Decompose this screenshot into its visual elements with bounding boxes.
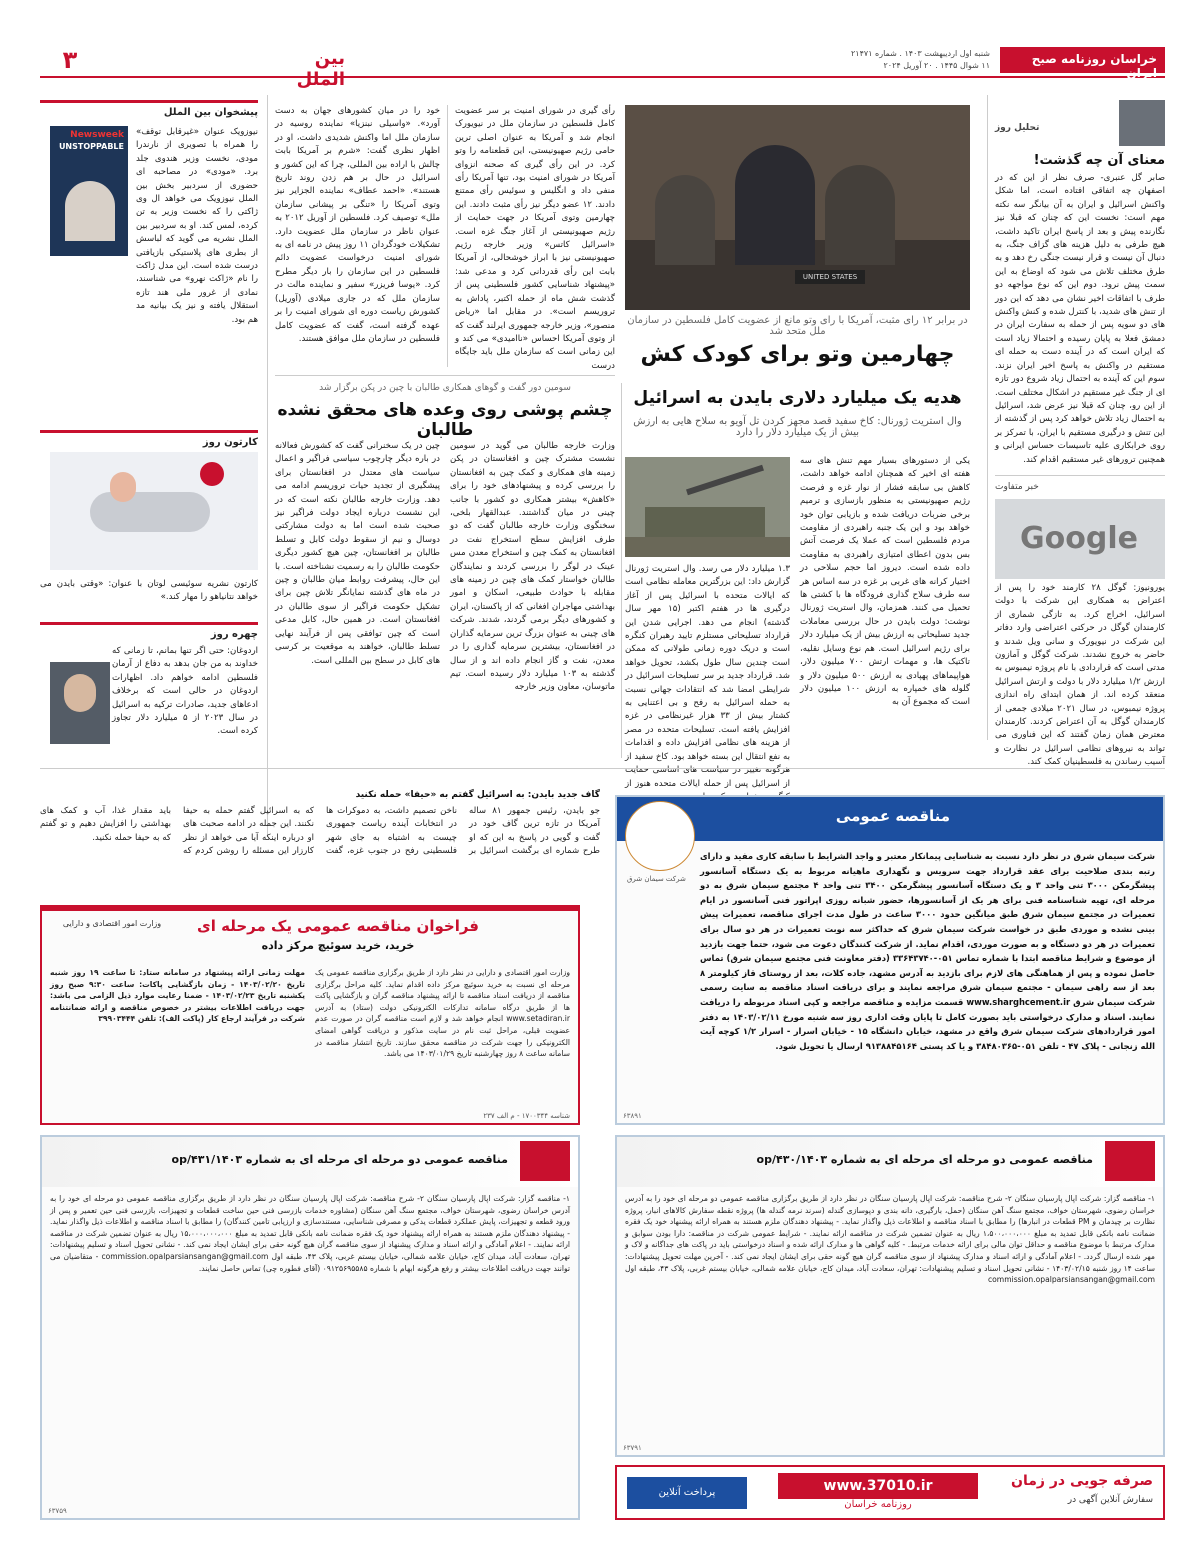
ministry-name: وزارت امور اقتصادی و دارایی	[62, 919, 162, 928]
story3-kicker: سومین دور گفت و گوهای همکاری طالبان با چین در پکن برگزار شد	[319, 383, 571, 393]
story2-col1: یکی از دستورهای بسیار مهم تنش های سه هفته ای اخیر که همچنان ادامه خواهد داشت، کاهش بی سابقه فشار از نوار غزه و فرصت رژیم صهیونیستی به منظور بازسازی و ترمیم برخی ضربات دریافت شده و بازیابی توان خود خواهد بود و این یک جنبه راهبردی از مقاومت مردم فلسطین است که عملا یک فرصت آتش بس بدون اعطای امتیازی راهبردی به مقاومت داده شده است. دیروز اما حجم سلاحی در اختیار کرانه های غربی بر غزه در سه اساس هر سه طرف سلاح گذاری فرودگاه ها با کشتی ها تحمیل می کنند. همزمان، وال استریت ژورنال نوشت: دولت بایدن در حال بررسی معاملات جدید تسلیحاتی به ارزش بیش از یک میلیارد دلار برای رژیم اسرائیل است. هم نوع وسایل نقلیه، تاکتیک ها، و مهمات ارتش ۷۰۰ میلیون دلار، هواپیماهای پهپادی به ارزش ۵۰۰ میلیون دلار و گلوله های خمپاره به ارزش ۱۰۰ میلیون دلار است که مجموع آن به	[800, 456, 971, 708]
columnist-photo	[1119, 100, 1165, 146]
cement-tender-title: مناقصه عمومی	[835, 807, 951, 825]
cartoon-image	[50, 452, 258, 570]
cement-tender-ad	[615, 795, 1165, 1125]
cement-ad-code: ۶۳۸۹۱	[623, 1112, 642, 1120]
story3-headline: چشم پوشی روی وعده های محقق نشده طالبان	[277, 400, 613, 440]
magazine-name: Newsweek	[70, 130, 124, 140]
lead-headline: چهارمین وتو برای کودک کش	[640, 342, 955, 367]
opal-431-title: مناقصه عمومی دو مرحله ای مرحله ای به شماره ۱۴۰۳/op/۴۳۱	[171, 1153, 508, 1166]
news-body: یورونیوز: گوگل ۲۸ کارمند خود را پس از اعتراض به همکاری این شرکت با دولت اسرائیل، اخراج کرد. به تازگی شماری از کارمندان گوگل در حرکتی اعتراضی وارد دفاتر این شرکت در نیویورک و سانی ویل شدند و حاضر به خروج نشدند. شرکت گوگل و آمازون مدتی است که قراردادی با نام پروژه نیمبوس به ارزش ۱/۲ میلیارد دلار با دولت و ارتش اسرائیل منعقد کرده اند. از همان ابتدای راه اندازی پروژه نیمبوس، در سال ۲۰۲۱ میلادی جمعی از کارمندان گوگل به آن اعتراض کردند. کارمندان معترض همان زمان گفتند که این فناوری می تواند به نیروهای نظامی اسرائیل در نظارت و آسیب رساندن به فلسطینیان کمک کند.	[995, 583, 1166, 768]
opal-430-code: ۶۳۷۹۱	[623, 1444, 642, 1452]
opal-431-ad	[40, 1135, 580, 1520]
newsweek-cover	[50, 126, 128, 256]
story2-headline: هدیه یک میلیارد دلاری بایدن به اسرائیل	[633, 388, 962, 408]
ministry-tender-subtitle: خرید، خرید سوئیچ مرکز داده	[261, 939, 415, 952]
lead-col2: خود را در میان کشورهای جهان به دست آورد». «واسیلی نبنزیا» نماینده روسیه در سازمان ملل اما واکنش شدیدی داشت، او در اظهار نظری گفت: «شرم بر آمریکا بابت چالش با اراده بین المللی، چرا که این کشور و اسرائیل در حال بر هم زدن روند تاریخ هستند». «احمد عطاف» نماینده الجزایر نیز وتوی آمریکا را «تنگی بر پیشانی سازمان ملل» توصیف کرد. فلسطین از آوریل ۲۰۱۲ به عنوان ناظر در سازمان ملل عضویت دارد. تشکیلات خودگردان ۱۱ روز پیش در نامه ای به شورای امنیت درخواست عضویت دائم فلسطین در این سازمان را بار دیگر مطرح کرد. «یوسا فریزر» سفیر و نماینده مالت در سازمان ملل که در جاری میلادی (آوریل) کشورش ریاست دوره ای شورای امنیت را بر عهده گرفته است، گفت که عضویت کامل فلسطین در سازمان ملل موافق هستند.	[275, 106, 441, 344]
face-body: اردوغان: حتی اگر تنها بمانم، تا زمانی که خداوند به من جان بدهد به دفاع از آرمان فلسطین ادامه خواهم داد. اظهارات اردوغان در حالی است که برخلاف ادعاهای جدید، صادرات ترکیه به اسرائیل در سال ۲۰۲۳ از ۵ میلیارد دلار تجاوز کرده است.	[112, 646, 258, 737]
magazine-cover-line: UNSTOPPABLE	[58, 142, 124, 151]
erdogan-photo	[50, 662, 110, 744]
artillery-photo	[625, 457, 790, 557]
right-column	[995, 95, 1166, 768]
gaaf-headline: گاف جدید بایدن: به اسرائیل گفتم به «حیفا» حمله نکنید	[355, 790, 600, 800]
ministry-tender-deadlines: مهلت زمانی ارائه پیشنهاد در سامانه ستاد: تا ساعت ۱۹ روز شنبه تاریخ ۱۴۰۳/۰۲/۲۰ - زمان بازگشایی پاکات: ساعت ۹:۳۰ صبح روز یکشنبه تاریخ ۱۴۰۳/۰۲/۲۳ - ضمنا رعایت موارد ذیل الزامی می باشد: جهت دریافت اطلاعات بیشتر در خصوص مناقصه و ارائه ضمانتنامه شرکت در فرآیند ارجاع کار (پاکت الف): تلفن ۳۹۹۰۳۴۴۴	[50, 968, 305, 1024]
ministry-tender-body: وزارت امور اقتصادی و دارایی در نظر دارد از طریق برگزاری مناقصه عمومی یک مرحله ای نسبت به خرید سوئیچ مرکز داده اقدام نماید. کلیه مراحل برگزاری مناقصه از دریافت اسناد مناقصه تا ارائه پیشنهاد مناقصه گران و بازگشایی پاکت ها از طریق درگاه سامانه تدارکات الکترونیکی دولت (ستاد) به آدرس www.setadiran.ir انجام خواهد شد و لازم است مناقصه گران در صورت عدم عضویت قبلی، مراحل ثبت نام در سایت مذکور و دریافت گواهی امضای الکترونیکی را جهت شرکت در مناقصه محقق سازند. تاریخ انتشار مناقصه در سامانه ساعت ۸ روز چهارشنبه تاریخ ۱۴۰۳/۰۱/۲۹ می باشد.	[315, 968, 570, 1059]
analysis-title: معنای آن چه گذشت!	[1033, 153, 1165, 168]
opal-431-code: ۶۳۷۵۹	[48, 1507, 67, 1515]
promo-sub: سفارش آنلاین آگهی در	[1067, 1495, 1153, 1505]
promo-paper-name: روزنامه خراسان	[844, 1499, 912, 1510]
ministry-tender-title: فراخوان مناقصه عمومی یک مرحله ای	[196, 917, 479, 935]
analysis-label: تحلیل روز	[995, 123, 1040, 133]
left-column	[40, 100, 258, 835]
lead-col1: رأی گیری در شورای امنیت بر سر عضویت کامل فلسطین در سازمان ملل در نیویورک انجام شد و آمریکا به عنوان اصلی ترین حامی رژیم صهیونیستی، این قطعنامه را وتو کرد. در این رأی گیری که صحنه انزوای آمریکا در شورای امنیت بود، تنها آمریکا رأی منفی داد و انگلیس و سوئیس رأی ممتنع دادند. ۱۲ عضو دیگر نیز رأی مثبت دادند. این چهارمین وتوی آمریکا در جهت حمایت از رژیم صهیونیستی از آغاز جنگ غزه است. «اسرائیل کاتس» وزیر خارجه رژیم صهیونیستی نیز با ابراز خوشحالی، از آمریکا بابت این رأی قدردانی کرد و مدعی شد: «پیشنهاد شناسایی کشور فلسطینی پس از گذشت شش ماه از حمله اکتبر، پاداش به تروریسم است». در مقابل اما «ریاض منصور»، وزیر خارجه جمهوری ایرلند گفت که از وتوی آمریکا احساس «ناامیدی» می کند و این زمانی است که سازمان ملل باید جایگاه درست	[455, 106, 615, 371]
un-nameplate: UNITED STATES	[795, 270, 865, 284]
opal-430-title: مناقصه عمومی دو مرحله ای مرحله ای به شماره ۱۴۰۳/op/۴۳۰	[756, 1153, 1093, 1166]
opal-431-body: ۱- مناقصه گزار: شرکت اپال پارسیان سنگان ۲- شرح مناقصه: شرکت اپال پارسیان سنگان در نظر دارد از طریق برگزاری مناقصه عمومی دو مرحله ای خود را به آدرس خراسان رضوی، شهرستان خواف، مجتمع سنگ آهن سنگان (مشاوره خدمات بازرسی فنی حین ساخت قطعات و تجهیزات، بازرسی فنی حین تعمیر و پس از ورود قطعه و تجهیزات، پایش عملکرد قطعات یدکی و مصرفی شناسایی، مستندسازی و ارزیابی تامین کنندگان) را مطابق با اسناد مناقصه و اطلاعات ذیل واگذار نماید. - پیشنهاد دهندگان ملزم هستند به همراه ارائه پیشنهاد خود یک فقره ضمانت نامه بانکی قابل تمدید به مبلغ ۱۵،۰۰۰،۰۰۰،۰۰۰ ریال به عنوان تضمین شرکت در مناقصه ارائه نمایند. - اعلام آمادگی و ارائه اسناد و مدارک پیشنهاد از سوی مناقصه گران هیچ گونه حقی برای ایشان ایجاد نمی کند. - نشانی تحویل اسناد و تسلیم پیشنهادات: تهران، سعادت آباد، میدان کاج، خیابان علامه شمالی، خیابان بیستم غربی، پلاک ۴۳، طبقه اول commission.opalparsiansangan@gmail.com - متقاضیان می توانند جهت دریافت اطلاعات بیشتر و رفع هرگونه ابهام با شماره ۰۹۱۲۵۶۹۵۵۸۵ (آقای فطوره چی) تماس حاصل نمایند.	[50, 1194, 570, 1273]
opal-logo-430	[1105, 1141, 1155, 1181]
face-label: چهره روز	[40, 622, 258, 640]
masthead-logo: خراسان روزنامه صبح ایران	[1000, 47, 1165, 73]
promo-slogan: صرفه جویی در زمان	[1011, 1473, 1153, 1489]
khorasan-promo-ad	[615, 1465, 1165, 1520]
cement-company: شرکت سیمان شرق	[627, 875, 686, 883]
news-label: خبر متفاوت	[995, 482, 1039, 492]
newsstand-body: نیوزویک عنوان «غیرقابل توقف» را همراه با تصویری از نارندرا مودی، نخست وزیر هندوی جلد برد. «مودی» در مصاحبه ای حضوری از سردبیر بخش بین الملل نیوزویک می خواهد ال وی ژاکتی را که نخست وزیر به تن کرده، لمس کند. او به سردبیر بین الملل نشریه می گوید که لباسش از بطری های پلاستیکی بازیافتی درست شده است. این مدل ژاکت را نام «ژاکت نهرو» می شناسند، نمادی از غرور ملی هند تازه استقلال یافته و نیز یک بیانیه مد هم بود.	[136, 127, 258, 325]
analysis-body: صابر گل عنبری- صرف نظر از این که در اصفهان چه اتفاقی افتاده است، اما شکل واکنش اسرائیل و ایران به آن بیانگر سه نکته مهم است: نخست این که چنان که قبلا نیز نگارنده پیش و بعد از پاسخ ایران تاکید داشت، هیچ طرفی به دلیل هزینه های گزاف جنگ، به دنبال آن نیست و قرار نیست جنگی رخ دهد و به طرق مختلف تلاش می شود که اوضاع به این سمت پیش نرود. دوم این که نوع مواجهه دو طرف با اتفاقات اخیر نشان می دهد که این دور از تنش های شدید، با کنترل شده و کنش واکنش های دو سویه پس از حمله به سفارت ایران در دمشق فعلا به پایان رسیده و احتمالا زیاد است که ایران است که در آینده دست به حمله ای مستقیم در واکنش به پاسخ اخیر ایران نزند. سوم این که آینده به احتمال زیاد شروع دور تازه ای از جنگ غیر مستقیم در اشکال مختلف است. از این رو، چنان که قبلا نیز عرض شد، اسرائیل به احتمال زیاد تلاش خواهد کرد پس از گذشته از این تنش و درگیری مستقیم با ایران، با تمرکز بر روی خرابکاری علیه تاسیسات حساس ایرانی و همچنین ترورهای غیر مستقیم اقدام کند.	[995, 173, 1165, 465]
page-header	[40, 44, 1165, 90]
promo-pay-button[interactable]: پرداخت آنلاین	[627, 1477, 747, 1509]
newsstand-label: پیشخوان بین الملل	[40, 100, 258, 118]
section-title: بین الملل	[296, 48, 345, 90]
story3-col1: وزارت خارجه طالبان می گوید در سومین نشست مشترک چین و افغانستان در پکن زمینه های همکاری و کمک چین به افغانستان را بررسی کرده و پیشنهادهای خود را برای «کاهش» بیشتر همکاری دو کشور با جانب چینی در میان گذاشتند. عبدالقهار بلخی، سخنگوی وزارت خارجه طالبان گفت که دو طرف افزایش سطح استخراج نفت در افغانستان به کمک چین و استخراج معدن مس عینک در لوگر را بررسی کردند و نمایندگان طالبان خواستار کمک های چین در زمینه های مقابله با حوادث طبیعی، اسکان و امور بهداشتی مهاجران افغانی که از پاکستان، ایران و کشورهای دیگر برمی گردند، شدند. شرکت های چینی به عنوان بزرگ ترین سرمایه گذاران در افغانستان، بیشترین سرمایه گذاری را در معدن، نفت و گاز انجام داده اند و از سال گذشته به ۱۰۳ میلیارد دلار رسیده است. تیم ماتوسان، معاون وزیر خارجه	[450, 441, 615, 693]
story2-subtitle: وال استریت ژورنال: کاخ سفید قصد مجهز کردن تل آویو به سلاح هایی به ارزش بیش از یک میلیارد دلار را دارد	[633, 416, 962, 438]
gaaf-body: جو بایدن، رئیس جمهور ۸۱ ساله آمریکا در تازه ترین گاف خود در گفت و گویی در پاسخ به این که او طرح شماره ای برگشت اسرائیل بر ناخن تصمیم داشت، به دموکرات ها در انتخابات آینده ریاست جمهوری چیست به اشتباه به جای شهر فلسطینی رفح در جنوب غزه، گفت که به اسرائیل گفتم حمله به حیفا نکنند. این جمله در ادامه صحبت های او درباره اینکه آیا می خواهد از نظر کارزار این مسئله را روشن کردم که باید مقدار غذا، آب و کمک های بهداشتی را افزایش دهیم و تو گفتم که به حیفا حمله نکنید.	[40, 806, 600, 857]
promo-url[interactable]: www.37010.ir	[778, 1473, 978, 1499]
cement-logo	[625, 801, 695, 871]
google-sign-photo: Google	[995, 499, 1165, 579]
cement-tender-body: شرکت سیمان شرق در نظر دارد نسبت به شناسایی پیمانکار معتبر و واجد الشرایط با سابقه کاری مفید و دارای رتبه بندی صلاحیت برای عقد قرارداد جهت سرویس و نگهداری ماهیانه مربوط به یک دستگاه آسانسور پیشگرمکن ۳۰۰۰ تنی واحد ۳ و یک دستگاه آسانسور پیشگرمکن ۳۴۰۰ تنی واحد ۴ مجتمع سیمان شرق به دو مرحله ای، تهیه شناسنامه فنی برای هر یک از آسانسورها، حضور شبانه روزی اپراتور فنی آسانسور در ایام تعمیرات در مجتمع سیمان شرق طبق میانگین حدود ۳۰۰۰ ساعت در طول مدت اجرای مناقصه، تعمیرات پیش بینی نشده و موردی طبق در خواست شرکت سیمان شرق که حداکثر سه نوبت تعمیرات در هر دو سال برای تعمیرات در هر دو دستگاه و به صورت موردی، اقدام نماید. از شرکت کنندگان دعوت می شود، حتما جهت بازدید از موضوع و شرایط مناقصه ابتدا با شماره تماس ۰۵۱-۳۳۶۴۳۷۴۰ (دفتر معاونت فنی مجتمع سیمان شرق) تماس حاصل نموده و پس از هماهنگی های لازم برای بازدید به آدرس مشهد، جاده کلات، بعد از روستای قاز کیلومتر ۸ بعد از سه راهی سیمان - مجتمع سیمان شرق مراجعه نمایند و برای دریافت اسناد مناقصه به سایت رسمی شرکت سیمان شرق www.sharghcement.ir قسمت مزایده و مناقصه مراجعه و کپی اسناد مربوطه را دریافت نمایند. اسناد و مدارک درخواستی باید بصورت کامل تا پایان وقت اداری روز سه شنبه مورخ ۱۴۰۳/۰۲/۱۱ به دفتر امور قراردادهای شرکت سیمان شرق واقع در مشهد، خیابان دانشگاه ۱۵ - خیابان اسرار - اسرار ۱/۲ کوچه آیت الله زنجانی - پلاک ۴۷ - تلفن ۰۵۱-۳۸۴۸۰۳۶۵ و یا کد پستی ۹۱۳۸۸۴۵۱۶۴ ارسال یا تحویل شود.	[700, 851, 1156, 1051]
ministry-tender-ad	[40, 905, 580, 1125]
opal-logo-431	[520, 1141, 570, 1181]
cartoon-label: کارتون روز	[40, 430, 258, 448]
story2-col2: ۱.۳ میلیارد دلار می رسد. وال استریت ژورنال گزارش داد: این بزرگترین معامله نظامی است که ایالات متحده با اسرائیل پس از آغاز درگیری ها در هفتم اکتبر (۱۵ مهر سال گذشته) انجام می دهد. اجرایی شدن این قرارداد تسلیحاتی مستلزم تایید رهبران کنگره است و دریک دوره زمانی طولانی که ممکن است چندین سال طول بکشد، تحویل خواهد شد. قرارداد جدید بر سر تسلیحات اسرائیل در شرایطی امضا شد که انتقادات جهانی نسبت به حمله اسرائیل به رفح و بی اعتنایی به کشتار بیش از ۳۳ هزار غیرنظامی در غزه افزایش یافته است. تسلیحات متحده در مصر از هزینه های نظامی افزایش داده و اقدامات به نفع انتقال این بسته خواهد بود. کاخ سفید از هرگونه تغییر در سیاست های اساسی حمایت از اسرائیل پس از حمله ایالات متحده هنوز از	[625, 564, 791, 789]
opal-430-body: ۱- مناقصه گزار: شرکت اپال پارسیان سنگان ۲- شرح مناقصه: شرکت اپال پارسیان سنگان در نظر دارد از طریق برگزاری مناقصه عمومی دو مرحله ای خود را به آدرس خراسان رضوی، شهرستان خواف، مجتمع سنگ آهن سنگان (حمل، بارگیری، دانه بندی و دپوسازی گندله (سرند نرمه گندله ها) پروژه نقطه سفارش کالاهای انبار، پروژه نظارت بر چیدمان و PM قطعات در انبارها) را مطابق با اسناد مناقصه و اطلاعات ذیل واگذار نماید. - پیشنهاد دهندگان ملزم هستند به همراه ارائه پیشنهاد خود یک فقره ضمانت نامه بانکی قابل تمدید به مبلغ ۱،۵۰۰،۰۰۰،۰۰۰ ریال به عنوان تضمین شرکت در مناقصه ارائه نمایند. - شرایط عمومی شرکت در مناقصه: دارا بودن سوابق و مدارک مرتبط با موضوع مناقصه و حداقل توان مالی برای ارائه خدمات مرتبط. - کلیه گواهی ها و مدارک ارائه شده و اسناد درخواستی باید در پاکت های جداگانه و لاک و مهر شده ارسال گردد. - اعلام آمادگی و ارائه اسناد و مدارک پیشنهاد از سوی مناقصه گران هیچ گونه حقی برای ایشان ایجاد نمی کند. - آخرین مهلت تحویل پیشنهادات: ساعت ۱۴ روز شنبه ۱۴۰۳/۰۲/۱۵ - نشانی تحویل اسناد و تسلیم پیشنهادات: تهران، سعادت آباد، میدان کاج، خیابان علامه شمالی، خیابان بیستم غربی، پلاک ۴۳، طبقه اول commission.opalparsiansangan@gmail.com	[625, 1194, 1156, 1285]
ministry-ad-code: شناسه ۱۷۰۰۳۴۴ - م الف ۲۳۷	[483, 1112, 570, 1120]
story3-col2: چین در یک سخنرانی گفت که کشورش فعالانه در باره دیگر چارچوب سیاسی فراگیر و اعمال سیاست های معتدل در افغانستان برای پیشگیری از تجدید حیات تروریسم ادامه می دهد. وزارت خارجه طالبان نکته است که در این نشست درباره ایجاد دولت فراگیر نیز صحبت شده است اما به دولت مشارکتی دوسال و نیم از سقوط دولت کابل و تسلط طالبان بر افغانستان، چین هیچ کشور دیگری حکومت طالبان را به رسمیت نشناخته است. با این حال، پیشرفت روابط میان طالبان و چین در ماه های گذشته نمایانگر تلاش چین برای تشکیل حکومت فراگیر از سوی طالبان در افغانستان است. در همین حال، کابل مدعی است که چین توافقی پس از فرآیند نهایی تسلط طالبان، خواهند به موقعیت بر کرسی های کابل در سطح بین المللی است.	[275, 441, 440, 666]
page-number: ۳	[62, 46, 78, 74]
opal-430-ad	[615, 1135, 1165, 1457]
cartoon-caption: کارتون نشریه سوئیسی لوتان با عنوان: «وقتی بایدن می خواهد نتانیاهو را مهار کند.»	[40, 579, 258, 603]
lead-kicker: در برابر ۱۲ رای مثبت، آمریکا با رای وتو مانع از عضویت کامل فلسطین در سازمان ملل متحد شد	[627, 315, 968, 337]
un-vote-photo	[625, 105, 970, 310]
issue-date: شنبه اول اردیبهشت ۱۴۰۳ . شماره ۲۱۴۷۱ ۱۱ شوال ۱۴۴۵ . ۲۰ آوریل ۲۰۲۴	[851, 49, 990, 70]
